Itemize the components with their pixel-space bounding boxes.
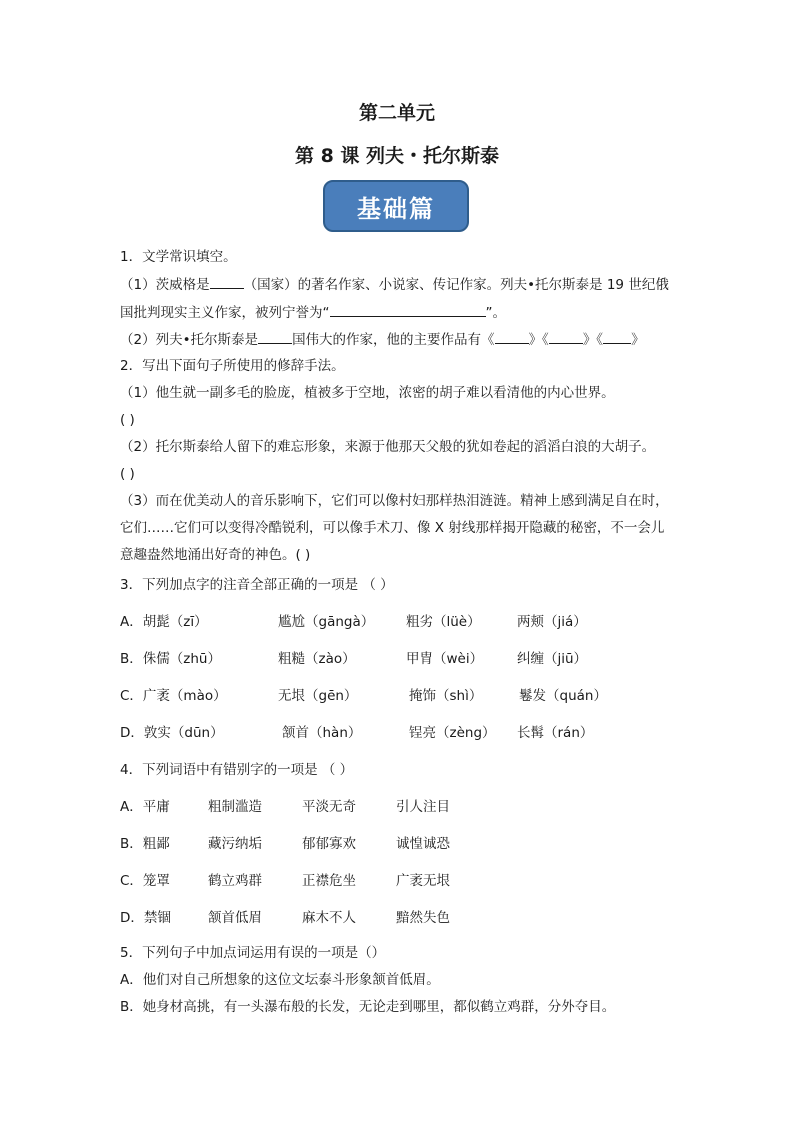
q3-option-item: C．广袤（mào） [120, 688, 227, 704]
q3-option-item: 粗糙（zào） [278, 651, 356, 667]
q4-option-item: 鹤立鸡群 [208, 873, 262, 889]
q1-text: 》《 [528, 332, 549, 348]
q3-option-item: B．侏儒（zhū） [120, 651, 221, 667]
q4-option-item: 藏污纳垢 [208, 836, 262, 852]
q1-text: （1）茨威格是 [120, 277, 210, 293]
q4-option-item: 平淡无奇 [302, 799, 356, 815]
fill-blank[interactable] [330, 302, 486, 317]
q4-option-item: 郁郁寡欢 [302, 836, 356, 852]
q4-option-item: D．禁锢 [120, 910, 171, 926]
q4-option-item: 正襟危坐 [302, 873, 356, 889]
q4-option-item: C．笼罩 [120, 873, 170, 889]
q3-option-item: 粗劣（lüè） [406, 614, 481, 630]
q5-option-a: A．他们对自己所想象的这位文坛泰斗形象颔首低眉。 [120, 972, 440, 988]
q2-sentence-3a: （3）而在优美动人的音乐影响下，它们可以像村妇那样热泪涟涟。精神上感到满足自在时， [120, 493, 669, 509]
q4-option-item: 麻木不人 [302, 910, 356, 926]
q3-option-item: 甲胄（wèi） [406, 651, 484, 667]
q2-sentence-2: （2）托尔斯泰给人留下的难忘形象，来源于他那天父般的犹如卷起的滔滔白浪的大胡子。 [120, 439, 656, 455]
fill-blank[interactable] [210, 274, 244, 289]
q3-option-item: A．胡髭（zī） [120, 614, 208, 630]
q1-text: ”。 [485, 305, 506, 321]
q3-title: 3．下列加点字的注音全部正确的一项是 （ ） [120, 577, 394, 593]
q2-answer-2[interactable]: ( ) [120, 466, 135, 482]
q2-answer-1[interactable]: ( ) [120, 412, 135, 428]
q1-line-1 [120, 274, 669, 295]
q4-option-item: A．平庸 [120, 799, 170, 815]
fill-blank[interactable] [258, 329, 292, 344]
q3-option-item: 锃亮（zèng） [409, 725, 496, 741]
q1-text: （2）列夫•托尔斯泰是 [120, 332, 259, 348]
fill-blank[interactable] [549, 329, 583, 344]
q3-option-item: 尴尬（gāngà） [278, 614, 375, 630]
q3-option-item: 长髯（rán） [517, 725, 594, 741]
level-badge: 基础篇 [323, 180, 469, 232]
q5-option-b: B．她身材高挑，有一头瀑布般的长发，无论走到哪里，都似鹤立鸡群，分外夺目。 [120, 999, 616, 1015]
q4-option-item: B．粗鄙 [120, 836, 170, 852]
q3-option-item: D．敦实（dūn） [120, 725, 224, 741]
q5-title: 5．下列句子中加点词运用有误的一项是（） [120, 945, 386, 961]
q4-option-item: 黯然失色 [396, 910, 450, 926]
q4-title: 4．下列词语中有错别字的一项是 （ ） [120, 762, 354, 778]
q3-option-item: 颔首（hàn） [282, 725, 362, 741]
q3-option-item: 两颊（jiá） [517, 614, 587, 630]
q1-text: 》《 [582, 332, 604, 348]
q1-text: 国批判现实主义作家，被列宁誉为“ [120, 305, 330, 321]
fill-blank[interactable] [495, 329, 529, 344]
q2-title: 2．写出下面句子所使用的修辞手法。 [120, 358, 345, 374]
q1-line-2 [120, 302, 506, 323]
fill-blank[interactable] [603, 329, 631, 344]
q4-option-item: 粗制滥造 [208, 799, 262, 815]
q4-option-item: 诚惶诚恐 [396, 836, 450, 852]
q3-option-item: 无垠（gēn） [278, 688, 358, 704]
q1-title: 1．文学常识填空。 [120, 249, 237, 265]
q3-option-item: 纠缠（jiū） [517, 651, 588, 667]
unit-title: 第二单元 [358, 102, 435, 124]
q4-option-item: 广袤无垠 [396, 873, 450, 889]
q1-text: 》 [631, 332, 645, 348]
q3-option-item: 鬈发（quán） [519, 688, 607, 704]
q3-option-item: 掩饰（shì） [409, 688, 483, 704]
q2-sentence-1: （1）他生就一副多毛的脸庞，植被多于空地，浓密的胡子难以看清他的内心世界。 [120, 385, 615, 401]
q1-line-3 [120, 329, 645, 350]
q4-option-item: 颔首低眉 [208, 910, 262, 926]
q2-sentence-3c: 意趣盎然地涌出好奇的神色。( ) [120, 547, 311, 563]
q1-text: 国伟大的作家，他的主要作品有《 [292, 332, 495, 348]
lesson-title: 第 8 课 列夫・托尔斯泰 [294, 145, 500, 167]
q4-option-item: 引人注目 [396, 799, 450, 815]
q1-text: （国家）的著名作家、小说家、传记作家。列夫•托尔斯泰是 19 世纪俄 [243, 277, 669, 293]
q2-sentence-3b: 它们……它们可以变得冷酷锐利，可以像手术刀、像 X 射线那样揭开隐藏的秘密，不一会儿 [120, 520, 665, 536]
